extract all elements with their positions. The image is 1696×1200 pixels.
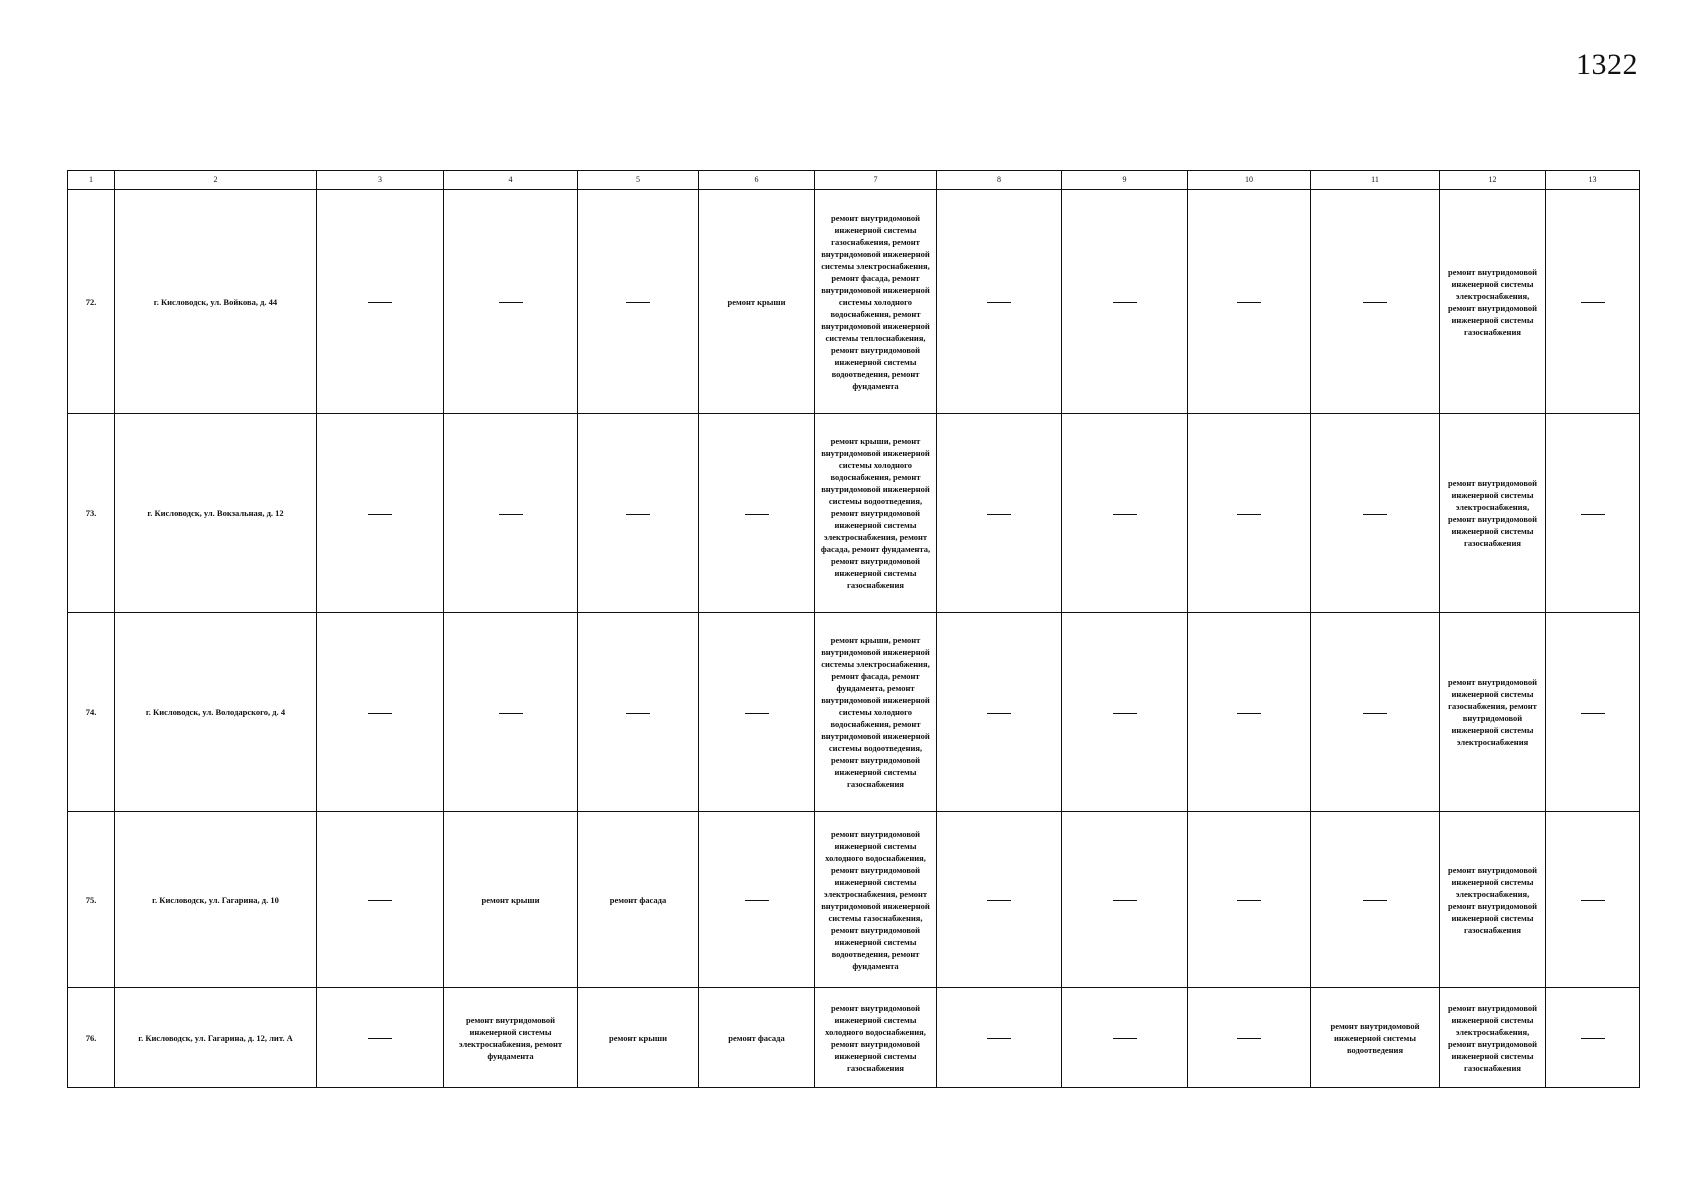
empty-dash-cell <box>444 190 578 414</box>
dash-mark <box>1237 514 1261 515</box>
empty-dash-cell <box>578 414 699 613</box>
repair-works-cell-col-12: ремонт внутридомовой инженерной системы электроснабжения, ремонт внутридомовой инженерной системы газоснабжения <box>1440 988 1546 1088</box>
address-cell: г. Кисловодск, ул. Войкова, д. 44 <box>115 190 317 414</box>
empty-dash-cell <box>1188 613 1311 812</box>
empty-dash-cell <box>1062 190 1188 414</box>
dash-mark <box>368 713 392 714</box>
dash-mark <box>1113 302 1137 303</box>
empty-dash-cell <box>1188 988 1311 1088</box>
dash-mark <box>499 713 523 714</box>
repair-works-cell-col-12: ремонт внутридомовой инженерной системы электроснабжения, ремонт внутридомовой инженерной системы газоснабжения <box>1440 812 1546 988</box>
dash-mark <box>626 514 650 515</box>
empty-dash-cell <box>937 613 1062 812</box>
dash-mark <box>1113 514 1137 515</box>
dash-mark <box>987 1038 1011 1039</box>
repair-works-cell-col-7: ремонт крыши, ремонт внутридомовой инженерной системы электроснабжения, ремонт фасада, ремонт фундамента, ремонт внутридомовой инженерной системы холодного водоснабжения, ремонт внутридомовой инженерной системы водоотведения, ремонт внутридомовой инженерной системы газоснабжения <box>815 613 937 812</box>
repair-works-cell-col-6: ремонт фасада <box>699 988 815 1088</box>
dash-mark <box>745 900 769 901</box>
row-number-cell: 75. <box>68 812 115 988</box>
dash-mark <box>987 302 1011 303</box>
dash-mark <box>1581 900 1605 901</box>
repair-works-cell-col-7: ремонт крыши, ремонт внутридомовой инженерной системы холодного водоснабжения, ремонт внутридомовой инженерной системы водоотведения, ремонт внутридомовой инженерной системы электроснабжения, ремонт фасада, ремонт фундамента, ремонт внутридомовой инженерной системы газоснабжения <box>815 414 937 613</box>
dash-mark <box>745 514 769 515</box>
empty-dash-cell <box>699 613 815 812</box>
column-header-1: 1 <box>68 171 115 190</box>
empty-dash-cell <box>1062 414 1188 613</box>
table-row <box>68 988 1640 1088</box>
column-header-2: 2 <box>115 171 317 190</box>
repair-works-cell-col-12: ремонт внутридомовой инженерной системы электроснабжения, ремонт внутридомовой инженерной системы газоснабжения <box>1440 414 1546 613</box>
table-row <box>68 190 1640 414</box>
empty-dash-cell <box>937 414 1062 613</box>
column-header-13: 13 <box>1546 171 1640 190</box>
empty-dash-cell <box>317 812 444 988</box>
repair-schedule-table <box>67 170 1640 1088</box>
dash-mark <box>626 302 650 303</box>
empty-dash-cell <box>1062 988 1188 1088</box>
dash-mark <box>1237 302 1261 303</box>
dash-mark <box>1237 713 1261 714</box>
dash-mark <box>1237 900 1261 901</box>
column-header-10: 10 <box>1188 171 1311 190</box>
row-number-cell: 72. <box>68 190 115 414</box>
empty-dash-cell <box>444 414 578 613</box>
row-number-cell: 76. <box>68 988 115 1088</box>
empty-dash-cell <box>1546 988 1640 1088</box>
empty-dash-cell <box>1062 613 1188 812</box>
row-number-cell: 74. <box>68 613 115 812</box>
column-header-9: 9 <box>1062 171 1188 190</box>
empty-dash-cell <box>1062 812 1188 988</box>
dash-mark <box>499 302 523 303</box>
repair-works-cell-col-7: ремонт внутридомовой инженерной системы холодного водоснабжения, ремонт внутридомовой инженерной системы электроснабжения, ремонт внутридомовой инженерной системы газоснабжения, ремонт внутридомовой инженерной системы водоотведения, ремонт фундамента <box>815 812 937 988</box>
column-header-8: 8 <box>937 171 1062 190</box>
address-cell: г. Кисловодск, ул. Володарского, д. 4 <box>115 613 317 812</box>
dash-mark <box>1237 1038 1261 1039</box>
dash-mark <box>1581 1038 1605 1039</box>
empty-dash-cell <box>1311 812 1440 988</box>
empty-dash-cell <box>1311 613 1440 812</box>
empty-dash-cell <box>1311 190 1440 414</box>
page-number: 1322 <box>1576 48 1638 81</box>
dash-mark <box>1363 302 1387 303</box>
table-body <box>68 190 1640 1088</box>
column-header-3: 3 <box>317 171 444 190</box>
empty-dash-cell <box>444 613 578 812</box>
empty-dash-cell <box>1311 414 1440 613</box>
repair-works-cell-col-5: ремонт крыши <box>578 988 699 1088</box>
column-header-7: 7 <box>815 171 937 190</box>
empty-dash-cell <box>937 988 1062 1088</box>
empty-dash-cell <box>1546 812 1640 988</box>
repair-works-cell-col-7: ремонт внутридомовой инженерной системы холодного водоснабжения, ремонт внутридомовой инженерной системы газоснабжения <box>815 988 937 1088</box>
dash-mark <box>1113 713 1137 714</box>
dash-mark <box>368 1038 392 1039</box>
repair-works-cell-col-4: ремонт крыши <box>444 812 578 988</box>
empty-dash-cell <box>937 812 1062 988</box>
dash-mark <box>626 713 650 714</box>
repair-works-cell-col-12: ремонт внутридомовой инженерной системы газоснабжения, ремонт внутридомовой инженерной системы электроснабжения <box>1440 613 1546 812</box>
table-row <box>68 613 1640 812</box>
empty-dash-cell <box>578 613 699 812</box>
dash-mark <box>745 713 769 714</box>
address-cell: г. Кисловодск, ул. Вокзальная, д. 12 <box>115 414 317 613</box>
repair-schedule-table-wrap <box>67 170 1639 1088</box>
dash-mark <box>1581 713 1605 714</box>
repair-works-cell-col-5: ремонт фасада <box>578 812 699 988</box>
dash-mark <box>1363 514 1387 515</box>
empty-dash-cell <box>317 988 444 1088</box>
column-header-5: 5 <box>578 171 699 190</box>
empty-dash-cell <box>1188 812 1311 988</box>
dash-mark <box>987 713 1011 714</box>
column-header-11: 11 <box>1311 171 1440 190</box>
header-row <box>68 171 1640 190</box>
empty-dash-cell <box>317 190 444 414</box>
column-header-12: 12 <box>1440 171 1546 190</box>
repair-works-cell-col-6: ремонт крыши <box>699 190 815 414</box>
address-cell: г. Кисловодск, ул. Гагарина, д. 10 <box>115 812 317 988</box>
dash-mark <box>987 900 1011 901</box>
table-row <box>68 812 1640 988</box>
dash-mark <box>1581 514 1605 515</box>
column-header-4: 4 <box>444 171 578 190</box>
dash-mark <box>1113 900 1137 901</box>
row-number-cell: 73. <box>68 414 115 613</box>
empty-dash-cell <box>317 613 444 812</box>
repair-works-cell-col-11: ремонт внутридомовой инженерной системы водоотведения <box>1311 988 1440 1088</box>
dash-mark <box>1363 713 1387 714</box>
empty-dash-cell <box>699 414 815 613</box>
dash-mark <box>368 302 392 303</box>
empty-dash-cell <box>1188 190 1311 414</box>
empty-dash-cell <box>1546 190 1640 414</box>
dash-mark <box>1581 302 1605 303</box>
empty-dash-cell <box>699 812 815 988</box>
dash-mark <box>368 514 392 515</box>
empty-dash-cell <box>1188 414 1311 613</box>
column-header-6: 6 <box>699 171 815 190</box>
table-row <box>68 414 1640 613</box>
empty-dash-cell <box>317 414 444 613</box>
repair-works-cell-col-12: ремонт внутридомовой инженерной системы электроснабжения, ремонт внутридомовой инженерной системы газоснабжения <box>1440 190 1546 414</box>
dash-mark <box>499 514 523 515</box>
empty-dash-cell <box>1546 414 1640 613</box>
dash-mark <box>368 900 392 901</box>
dash-mark <box>987 514 1011 515</box>
address-cell: г. Кисловодск, ул. Гагарина, д. 12, лит. А <box>115 988 317 1088</box>
repair-works-cell-col-4: ремонт внутридомовой инженерной системы электроснабжения, ремонт фундамента <box>444 988 578 1088</box>
dash-mark <box>1363 900 1387 901</box>
empty-dash-cell <box>937 190 1062 414</box>
dash-mark <box>1113 1038 1137 1039</box>
empty-dash-cell <box>1546 613 1640 812</box>
empty-dash-cell <box>578 190 699 414</box>
repair-works-cell-col-7: ремонт внутридомовой инженерной системы газоснабжения, ремонт внутридомовой инженерной системы электроснабжения, ремонт фасада, ремонт внутридомовой инженерной системы холодного водоснабжения, ремонт внутридомовой инженерной системы теплоснабжения, ремонт внутридомовой инженерной системы водоотведения, ремонт фундамента <box>815 190 937 414</box>
